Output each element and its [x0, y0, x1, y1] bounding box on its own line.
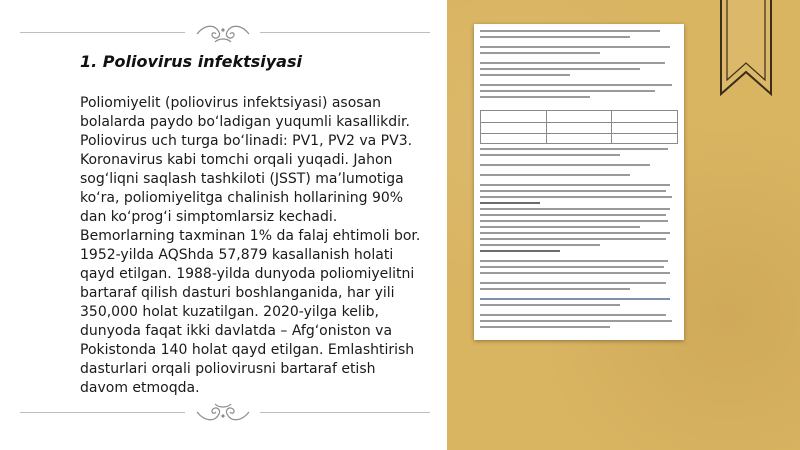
document-page-image [474, 24, 684, 340]
document-table-thumbnail [480, 110, 678, 144]
slide-body-text: Poliomiyelit (poliovirus infektsiyasi) asosan bolalarda paydo bo‘ladigan yuqumli kasallikdir. Poliovirus uch turga bo‘linadi: PV1, PV2 va PV3. Koronavirus kabi tomchi orqali yuqadi. Jahon sog‘liqni saqlash tashkiloti (JSST) ma’lumotiga ko‘ra, poliomiyelitga chalinish hollarining 90% dan ko‘prog‘i simptomlarsiz kechadi. Bemorlarning taxminan 1% da falaj ehtimoli bor. 1952-yilda AQShda 57,879 kasallanish holati qayd etilgan. 1988-yilda dunyoda poliomiyelitni bartaraf qilish dasturi boshlanganida, har yili 350,000 holat kuzatilgan. 2020-yilga kelib, dunyoda faqat ikki davlatda – Afg‘oniston va Pokistonda 140 holat qayd etilgan. Emlashtirish dasturlari orqali poliovirusni bartaraf etish davom etmoqda. [80, 95, 421, 396]
top-divider-right [260, 32, 430, 33]
top-divider-left [20, 32, 185, 33]
bookmark-ribbon-icon [718, 0, 774, 100]
bottom-divider-left [20, 412, 185, 413]
slide-title: 1. Poliovirus infektsiyasi [80, 52, 302, 71]
bottom-divider-right [260, 412, 430, 413]
scroll-ornament-icon [193, 22, 253, 46]
scroll-ornament-icon [193, 400, 253, 424]
